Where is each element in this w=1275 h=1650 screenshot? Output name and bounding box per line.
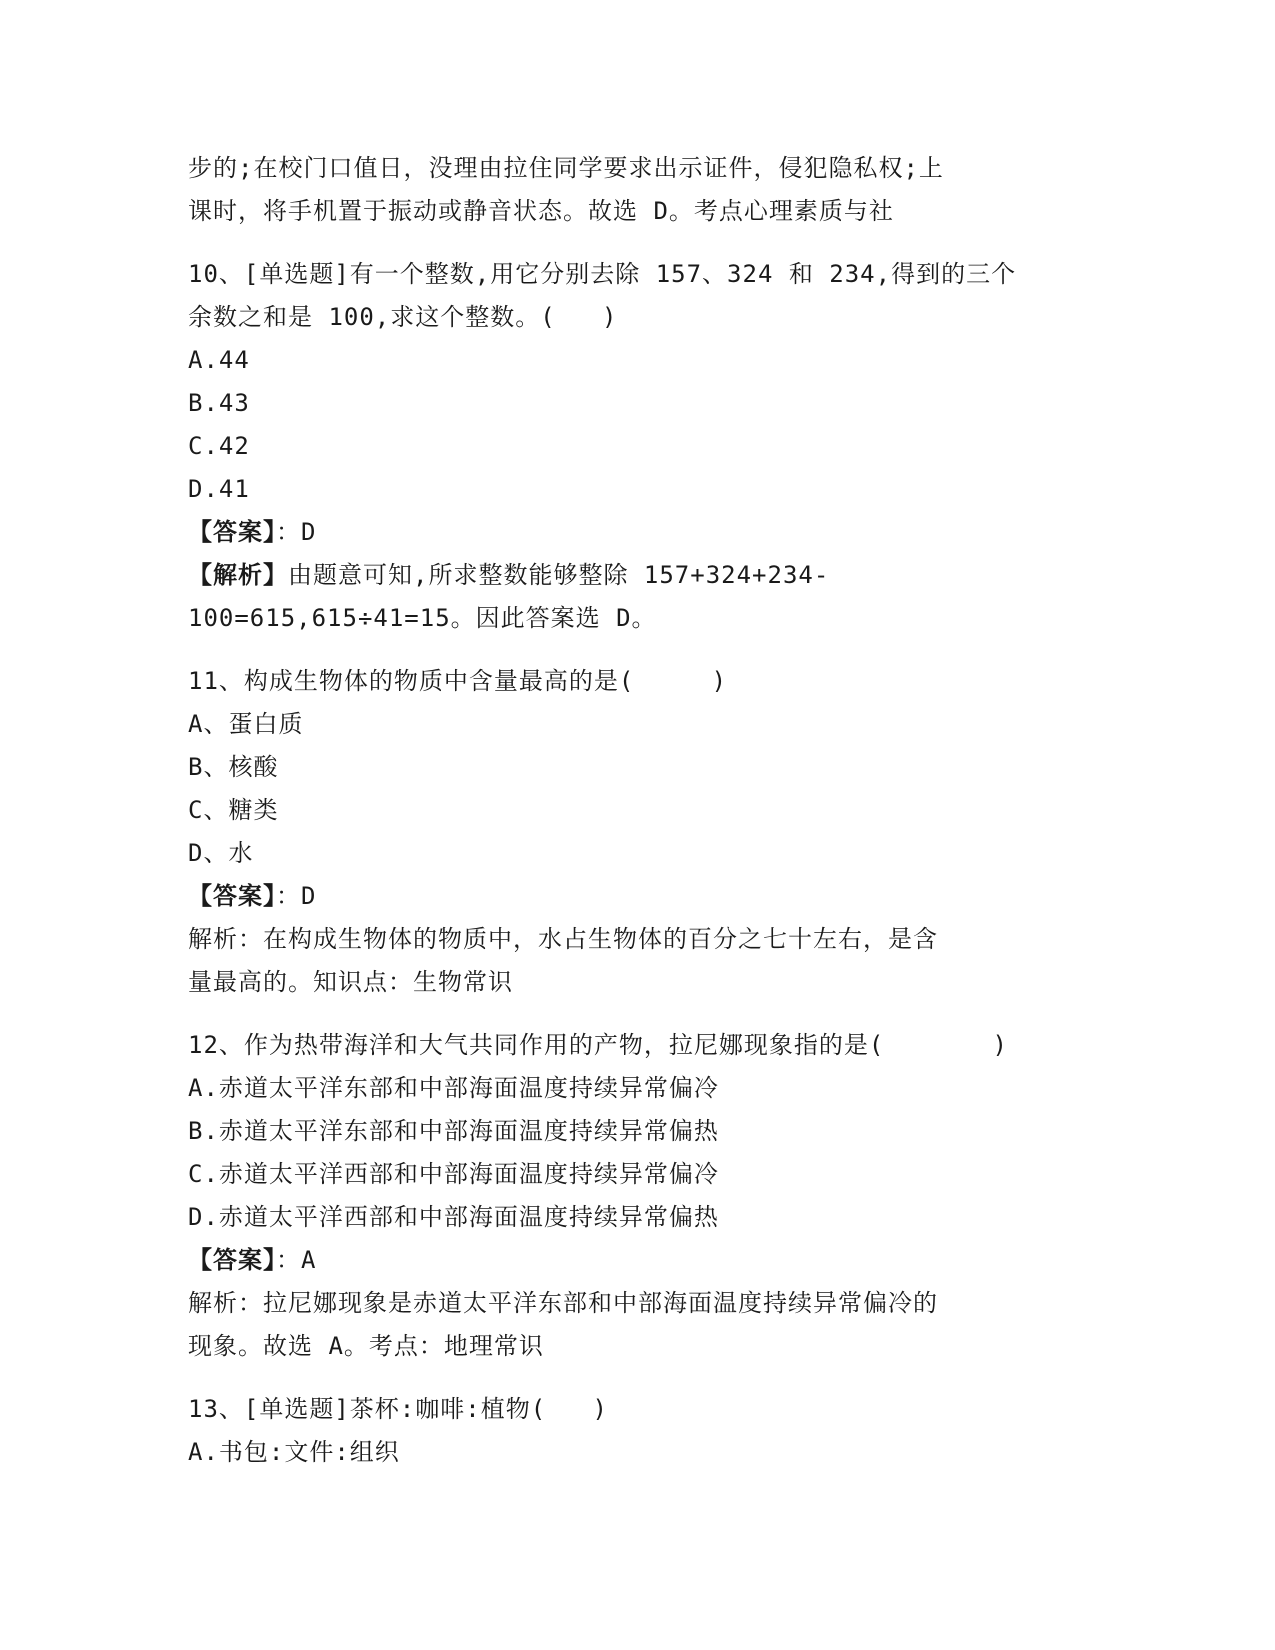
question-12 [188, 1024, 1088, 1368]
question-10-analysis-line-2: 100=615,615÷41=15。因此答案选 D。 [188, 604, 657, 632]
question-11-option-c: C、糖类 [188, 796, 279, 824]
question-12-analysis-line-2: 现象。故选 A。考点：地理常识 [188, 1332, 544, 1360]
question-10-stem-line-1: 10、[单选题]有一个整数,用它分别去除 157、324 和 234,得到的三个 [188, 260, 1017, 288]
question-10 [188, 253, 1088, 640]
intro-line-2: 课时，将手机置于振动或静音状态。故选 D。考点心理素质与社 [188, 197, 894, 225]
question-12-option-a: A.赤道太平洋东部和中部海面温度持续异常偏冷 [188, 1074, 719, 1102]
answer-value: ：A [276, 1246, 317, 1274]
answer-label: 【答案】 [188, 518, 276, 546]
answer-label: 【答案】 [188, 882, 276, 910]
question-13-stem: 13、[单选题]茶杯:咖啡:植物( ) [188, 1395, 608, 1423]
analysis-text: 由题意可知,所求整数能够整除 157+324+234- [288, 561, 830, 589]
question-11-stem: 11、构成生物体的物质中含量最高的是( ) [188, 667, 728, 695]
answer-label: 【答案】 [188, 1246, 276, 1274]
question-10-option-c: C.42 [188, 432, 250, 460]
question-11-option-b: B、核酸 [188, 753, 279, 781]
question-11 [188, 660, 1088, 1004]
question-12-option-c: C.赤道太平洋西部和中部海面温度持续异常偏冷 [188, 1160, 719, 1188]
question-11-answer [188, 875, 1088, 918]
question-10-option-a: A.44 [188, 346, 250, 374]
question-12-option-d: D.赤道太平洋西部和中部海面温度持续异常偏热 [188, 1203, 719, 1231]
question-10-analysis-line-1 [188, 554, 1088, 597]
document-page [188, 147, 1088, 1474]
question-12-stem: 12、作为热带海洋和大气共同作用的产物，拉尼娜现象指的是( ) [188, 1031, 1008, 1059]
question-10-answer [188, 511, 1088, 554]
analysis-label: 【解析】 [188, 561, 288, 589]
answer-value: ：D [276, 882, 317, 910]
question-11-option-a: A、蛋白质 [188, 710, 304, 738]
intro-line-1: 步的;在校门口值日，没理由拉住同学要求出示证件，侵犯隐私权;上 [188, 154, 944, 182]
question-10-option-b: B.43 [188, 389, 250, 417]
question-12-analysis-line-1: 解析：拉尼娜现象是赤道太平洋东部和中部海面温度持续异常偏冷的 [188, 1289, 938, 1317]
question-13 [188, 1388, 1088, 1474]
question-11-option-d: D、水 [188, 839, 254, 867]
question-10-stem-line-2: 余数之和是 100,求这个整数。( ) [188, 303, 618, 331]
question-12-answer [188, 1239, 1088, 1282]
question-10-option-d: D.41 [188, 475, 250, 503]
question-13-option-a: A.书包:文件:组织 [188, 1438, 400, 1466]
answer-value: ：D [276, 518, 317, 546]
question-11-analysis-line-1: 解析：在构成生物体的物质中，水占生物体的百分之七十左右，是含 [188, 925, 938, 953]
question-11-analysis-line-2: 量最高的。知识点：生物常识 [188, 968, 513, 996]
question-12-option-b: B.赤道太平洋东部和中部海面温度持续异常偏热 [188, 1117, 719, 1145]
